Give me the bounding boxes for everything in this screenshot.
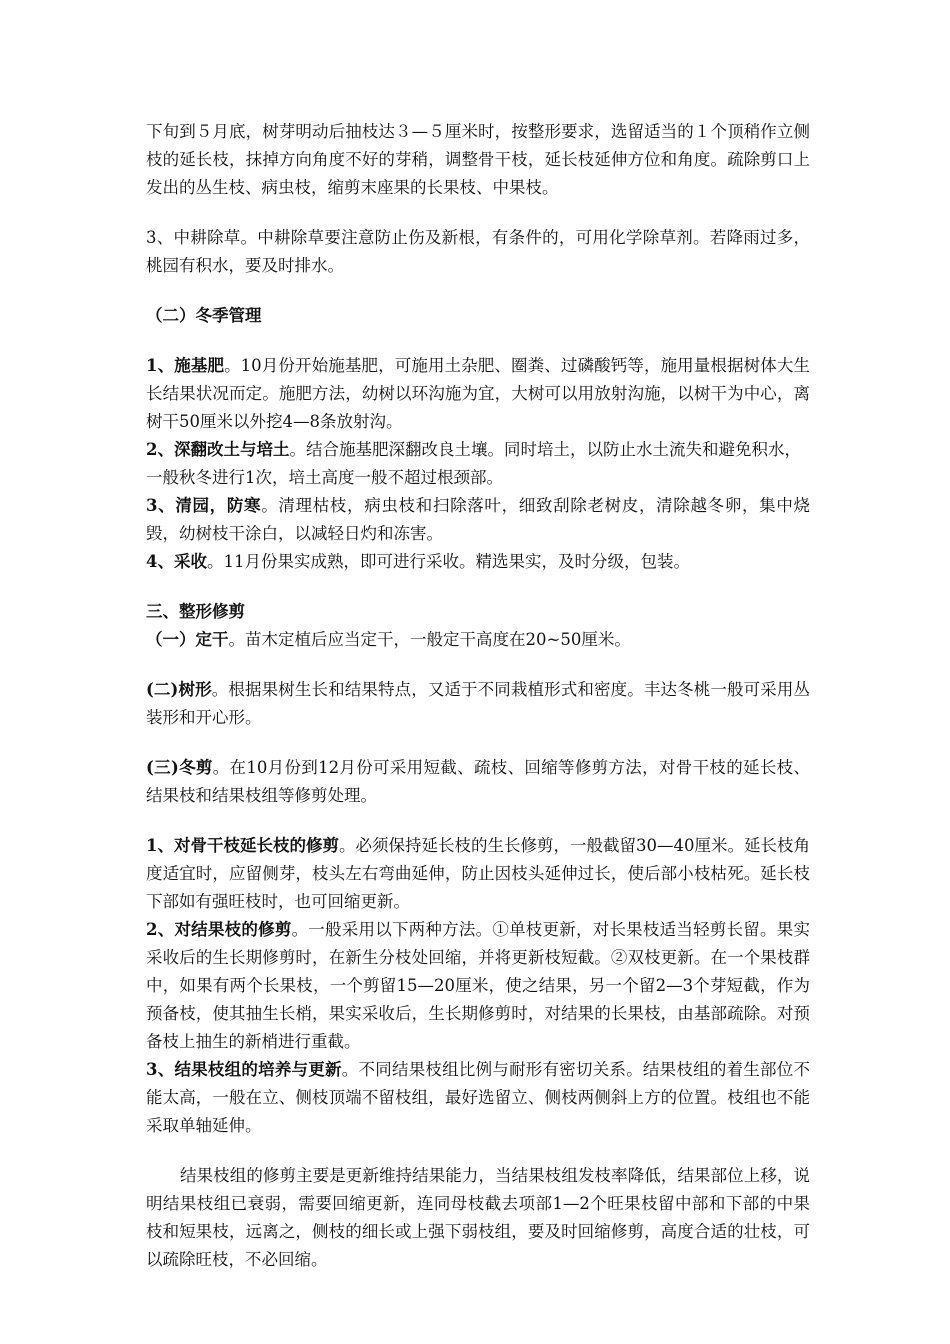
document-page	[146, 118, 810, 1274]
paragraph-fruit-branch-pruning: 2、对结果枝的修剪。一般采用以下两种方法。①单枝更新，对长果枝适当轻剪长留。果实采收后的生长期修剪时，在新生分枝处回缩，并将更新枝短截。②双枝更新。在一个果枝群中，如果有两个长果枝，一个剪留15—20厘米，使之结果，另一个留2—3个芽短截，作为预备枝，使其抽生长梢，果实采收后，生长期修剪时，对结果的长果枝，由基部疏除。对预备枝上抽生的新梢进行重截。	[146, 920, 810, 1051]
paragraph-base-fertilizer: 1、施基肥。10月份开始施基肥，可施用土杂肥、圈粪、过磷酸钙等，施用量根据树体大生长结果状况而定。施肥方法，幼树以环沟施为宜，大树可以用放射沟施，以树干为中心，离树干50厘米以外挖4—8条放射沟。	[146, 356, 810, 431]
paragraph-winter-pruning: (三)冬剪。在10月份到12月份可采用短截、疏枝、回缩等修剪方法，对骨干枝的延长枝、结果枝和结果枝组等修剪处理。	[146, 758, 810, 805]
paragraph-fruit-group-pruning: 结果枝组的修剪主要是更新维持结果能力，当结果枝组发枝率降低，结果部位上移，说明结果枝组已衰弱，需要回缩更新，连同母枝截去项部1—2个旺果枝留中部和下部的中果枝和短果枝，远离之，侧枝的细长或上强下弱枝组，要及时回缩修剪，高度合适的壮枝，可以疏除旺枝，不必回缩。	[146, 1166, 810, 1269]
paragraph-fruit-group: 3、结果枝组的培养与更新。不同结果枝组比例与耐形有密切关系。结果枝组的着生部位不能太高，一般在立、侧枝顶端不留枝组，最好选留立、侧枝两侧斜上方的位置。枝组也不能采取单轴延伸。	[146, 1060, 811, 1135]
paragraph-orchard-cleaning: 3、清园，防寒。清理枯枝，病虫枝和扫除落叶，细致刮除老树皮，清除越冬卵，集中烧毁，幼树枝干涂白，以减轻日灼和冻害。	[146, 496, 811, 543]
paragraph-leader-pruning: 1、对骨干枝延长枝的修剪。必须保持延长枝的生长修剪，一般截留30—40厘米。延长枝角度适宜时，应留侧芽，枝头左右弯曲延伸，防止因枝头延伸过长，使后部小枝枯死。延长枝下部如有强旺枝时，也可回缩更新。	[146, 836, 811, 911]
paragraph-deep-tillage-cont: 一般秋冬进行1次，培土高度一般不超过根颈部。	[146, 468, 503, 487]
heading-winter-management: （二）冬季管理	[146, 306, 262, 325]
item-title: 2、对结果枝的修剪	[146, 920, 292, 939]
item-title: 4、采收	[146, 552, 207, 571]
heading-shaping-pruning: 三、整形修剪	[146, 602, 245, 621]
paragraph-tree-shape: (二)树形。根据果树生长和结果特点，又适于不同栽植形式和密度。丰达冬桃一般可采用丛装形和开心形。	[146, 680, 810, 727]
item-title: 1、施基肥	[146, 356, 225, 375]
item-title: (二)树形	[146, 680, 212, 699]
paragraph-weeding: 3、中耕除草。中耕除草要注意防止伤及新根，有条件的，可用化学除草剂。若降雨过多，桃园有积水，要及时排水。	[146, 228, 810, 275]
item-title: 3、结果枝组的培养与更新	[146, 1060, 342, 1079]
item-title: (三)冬剪	[146, 758, 213, 777]
paragraph-harvest: 4、采收。11月份果实成熟，即可进行采收。精选果实，及时分级，包装。	[146, 552, 690, 571]
item-title: 3、清园，防寒	[146, 496, 262, 515]
item-title: （一）定干	[146, 630, 229, 649]
paragraph-trunk-setting: （一）定干。苗木定植后应当定干，一般定干高度在20~50厘米。	[146, 630, 631, 649]
paragraph-deep-tillage: 2、深翻改土与培土。结合施基肥深翻改良土壤。同时培土，以防止水土流失和避免积水，	[146, 440, 801, 459]
paragraph-spring-pruning: 下旬到５月底，树芽明动后抽枝达３—５厘米时，按整形要求，选留适当的１个顶稍作立侧枝的延长枝，抹掉方向角度不好的芽稍，调整骨干枝，延长枝延伸方位和角度。疏除剪口上发出的丛生枝、病虫枝，缩剪末座果的长果枝、中果枝。	[146, 122, 810, 197]
item-title: 2、深翻改土与培土	[146, 440, 290, 459]
item-title: 1、对骨干枝延长枝的修剪	[146, 836, 339, 855]
